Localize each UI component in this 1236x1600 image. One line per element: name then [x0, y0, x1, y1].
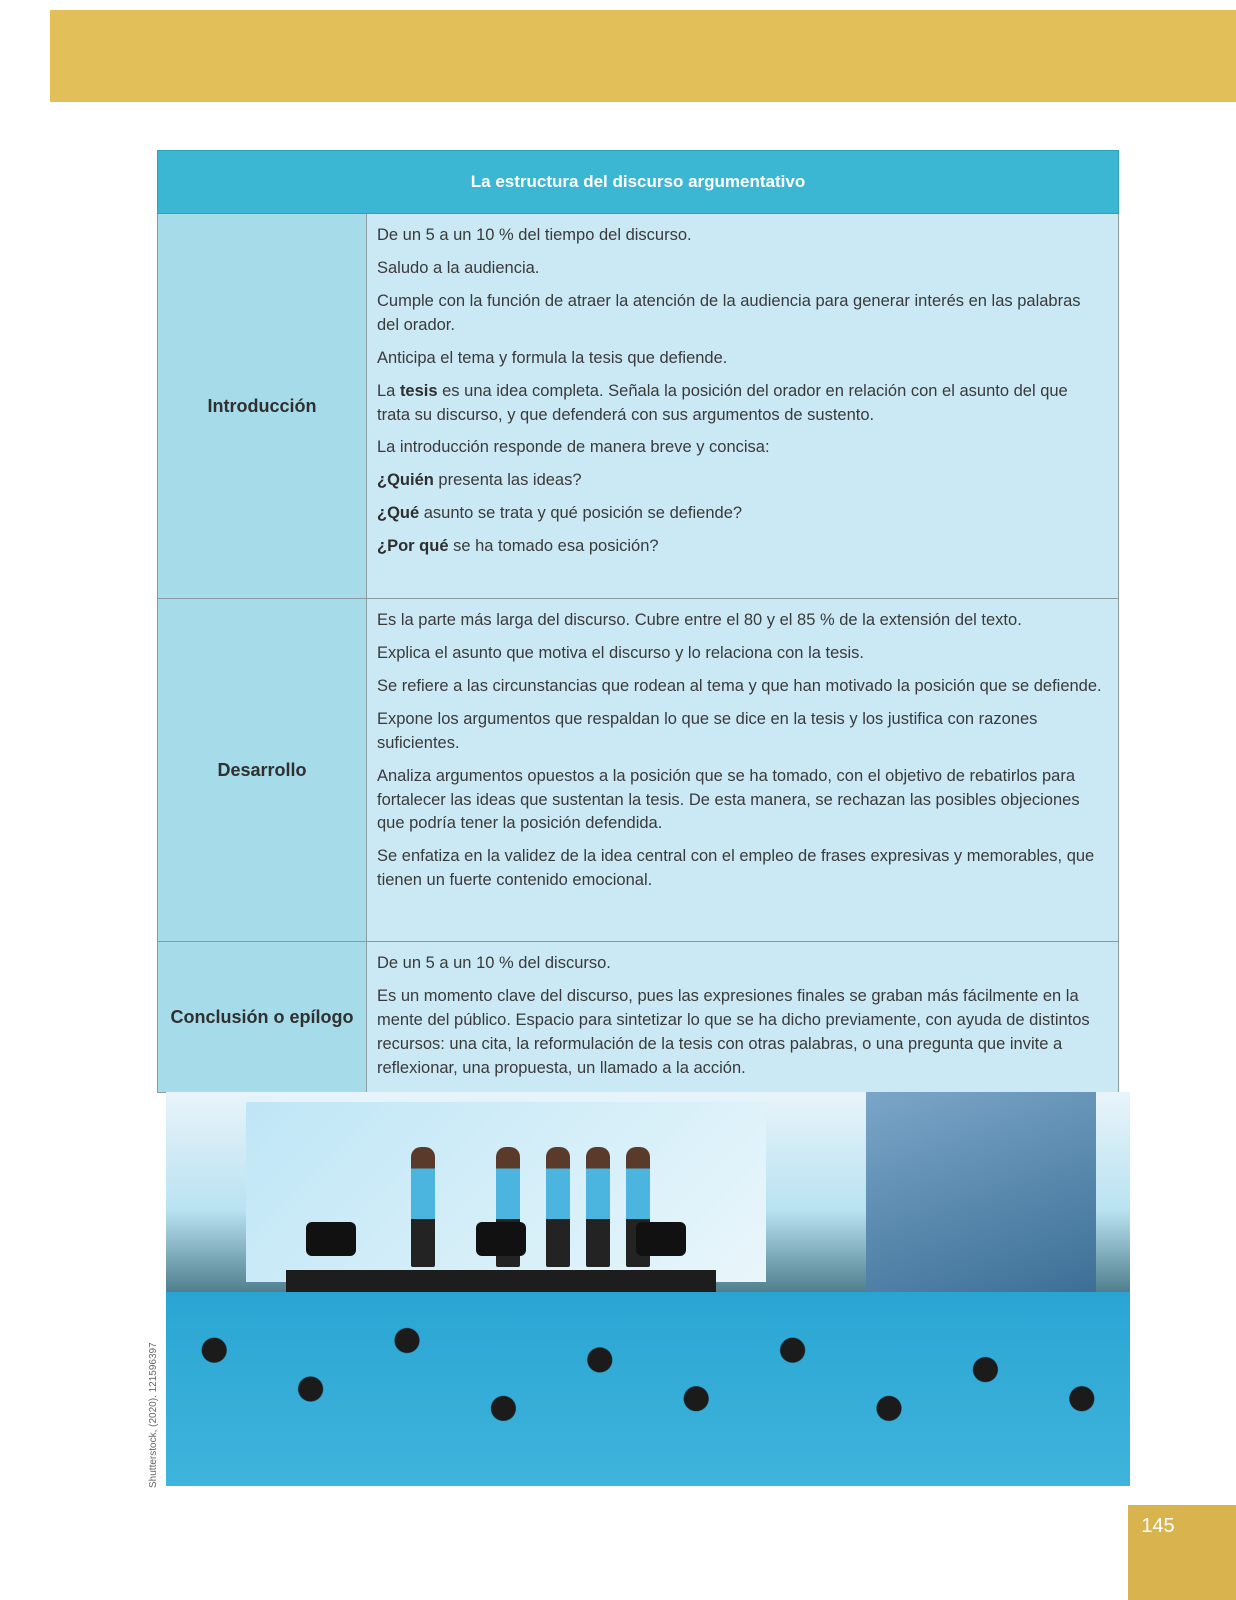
- page-number-box: [1128, 1505, 1236, 1600]
- list-item: Se enfatiza en la validez de la idea central con el empleo de frases expresivas y memorables, que tienen un fuerte contenido emocional.: [377, 847, 1095, 890]
- table-row-conclusion: [157, 942, 1119, 1093]
- speaker-figure: [586, 1147, 610, 1267]
- loudspeaker: [476, 1222, 526, 1256]
- speaker-figure: [546, 1147, 570, 1267]
- list-item: De un 5 a un 10 % del tiempo del discurso.: [377, 226, 692, 244]
- row-label: Desarrollo: [157, 599, 367, 941]
- list-item: ¿Quién presenta las ideas?: [377, 471, 582, 490]
- list-item: Es un momento clave del discurso, pues las expresiones finales se graban más fácilmente en la mente del público. Espacio para sintetizar lo que se ha dicho previamente, con ayuda de distintos recursos: una cita, la reformulación de la tesis con otras palabras, o una pregunta que invite a reflexionar, una propuesta, un llamado a la acción.: [377, 986, 1090, 1077]
- audience-crowd: [166, 1292, 1130, 1486]
- list-item: Explica el asunto que motiva el discurso y lo relaciona con la tesis.: [377, 643, 864, 662]
- row-content: [367, 942, 1119, 1092]
- row-label: Introducción: [157, 214, 367, 598]
- page-number: 145: [1141, 1515, 1175, 1537]
- list-item: Analiza argumentos opuestos a la posición que se ha tomado, con el objetivo de rebatirlos para fortalecer las ideas que sustentan la tesis. De esta manera, se rechazan las posibles objeciones que podría tener la posición defendida.: [377, 766, 1080, 833]
- list-item: ¿Por qué se ha tomado esa posición?: [377, 537, 659, 556]
- speaker-figure: [411, 1147, 435, 1267]
- loudspeaker: [636, 1222, 686, 1256]
- top-color-band: [50, 10, 1236, 102]
- row-content: [367, 214, 1119, 598]
- list-item: Es la parte más larga del discurso. Cubre entre el 80 y el 85 % de la extensión del texto.: [377, 611, 1022, 629]
- video-screen: [866, 1092, 1096, 1292]
- list-item: Se refiere a las circunstancias que rodean al tema y que han motivado la posición que se defiende.: [377, 676, 1102, 695]
- list-item: Saludo a la audiencia.: [377, 258, 540, 277]
- list-item: La tesis es una idea completa. Señala la posición del orador en relación con el asunto del que trata su discurso, y que defenderá con sus argumentos de sustento.: [377, 381, 1068, 424]
- list-item: ¿Qué asunto se trata y qué posición se defiende?: [377, 504, 743, 523]
- table-title: La estructura del discurso argumentativo: [157, 150, 1119, 214]
- list-item: Expone los argumentos que respaldan lo que se dice en la tesis y los justifica con razones suficientes.: [377, 709, 1038, 752]
- loudspeaker: [306, 1222, 356, 1256]
- structure-table: [157, 150, 1119, 1093]
- row-content: [367, 599, 1119, 941]
- list-item: La introducción responde de manera breve y concisa:: [377, 438, 770, 457]
- photo-credit: Shutterstock, (2020). 121596397: [148, 1342, 159, 1488]
- row-label: Conclusión o epílogo: [157, 942, 367, 1092]
- event-photo: [166, 1092, 1130, 1486]
- table-row-desarrollo: [157, 599, 1119, 942]
- list-item: De un 5 a un 10 % del discurso.: [377, 954, 611, 972]
- list-item: Cumple con la función de atraer la atención de la audiencia para generar interés en las palabras del orador.: [377, 291, 1081, 334]
- table-row-introduccion: [157, 214, 1119, 599]
- list-item: Anticipa el tema y formula la tesis que defiende.: [377, 348, 728, 367]
